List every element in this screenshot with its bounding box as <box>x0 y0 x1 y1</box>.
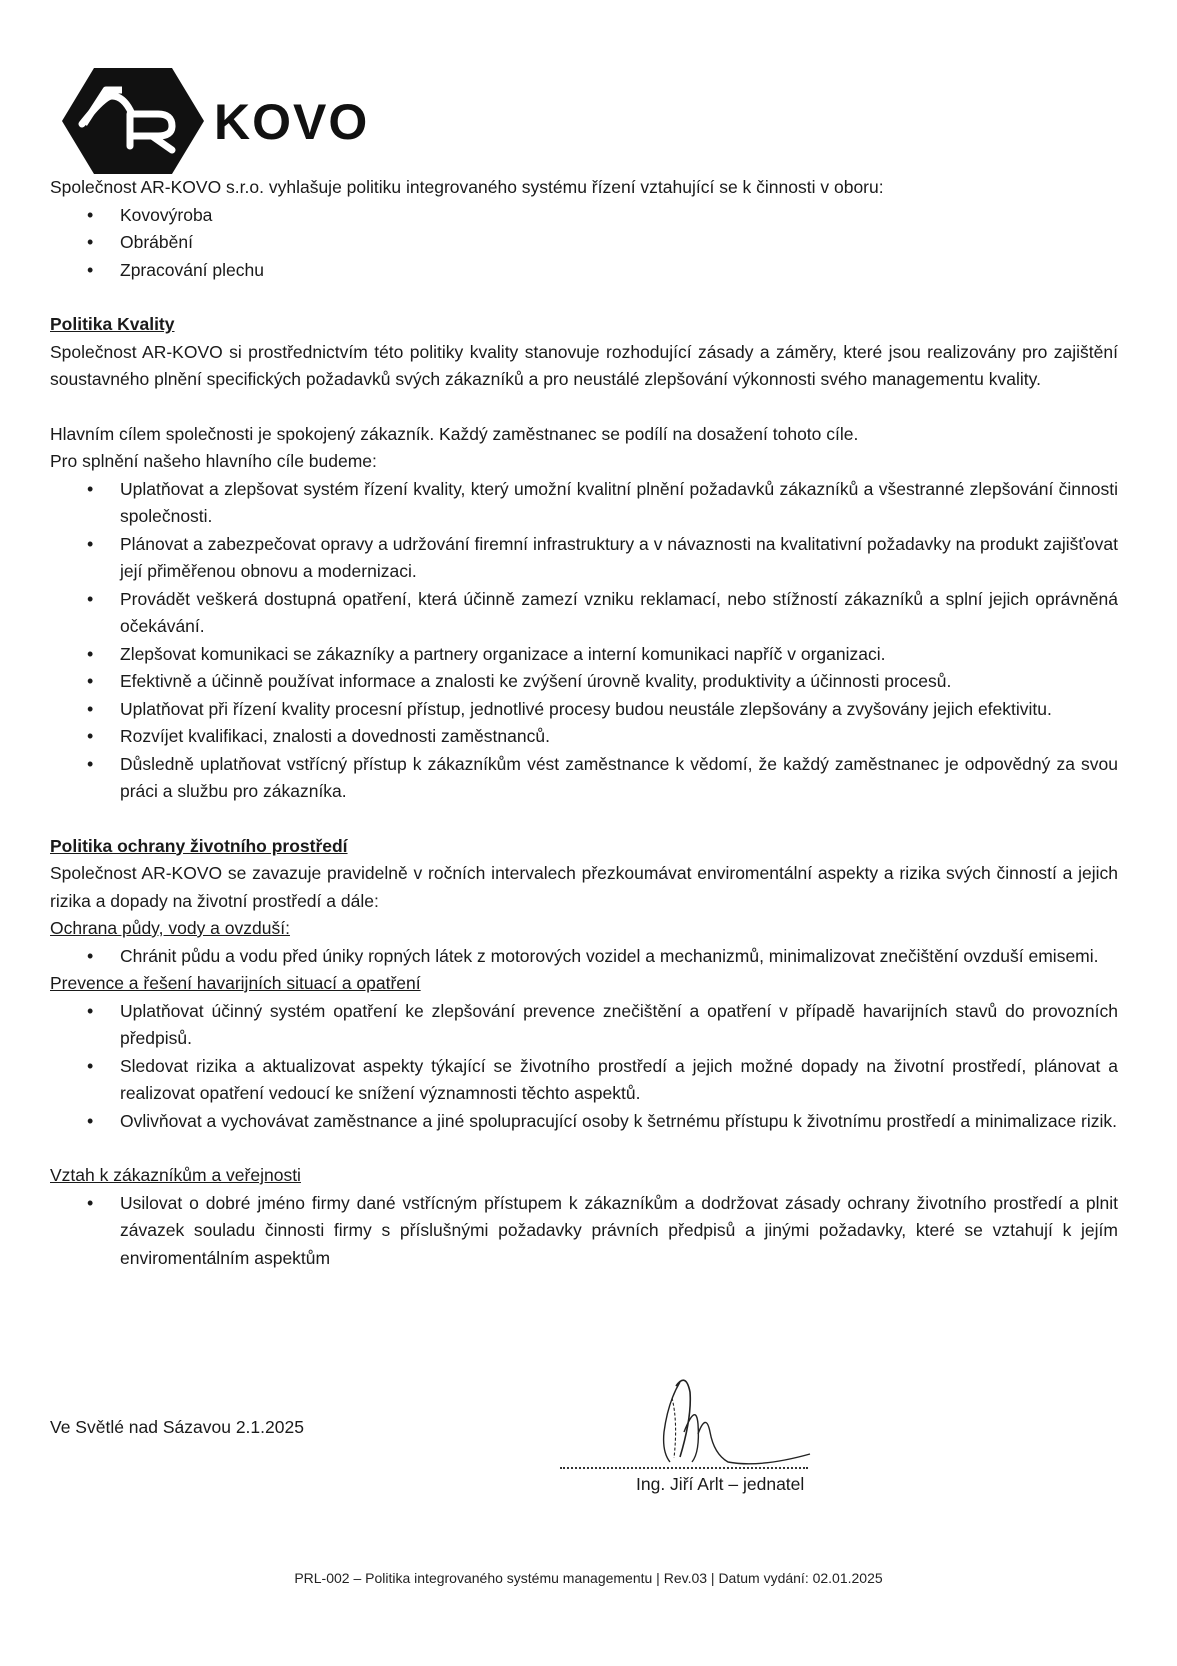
quality-goal-intro: Pro splnění našeho hlavního cíle budeme: <box>50 451 377 471</box>
document-body <box>50 174 1118 1272</box>
logo-wordmark: KOVO <box>214 94 370 150</box>
handwritten-signature <box>560 1362 870 1472</box>
list-item: • Plánovat a zabezpečovat opravy a udržování firemní infrastruktury a v návaznosti na kvalitativní požadavky na produkt zajišťovat její přiměřenou obnovu a modernizaci. <box>50 531 1118 586</box>
list-item: • Zpracování plechu <box>50 257 1118 285</box>
list-item: • Uplatňovat účinný systém opatření ke zlepšování prevence znečištění a opatření v případě havarijních stavů do provozních předpisů. <box>50 998 1118 1053</box>
environment-heading: Politika ochrany životního prostředí <box>50 835 348 856</box>
environment-subheading-prevention: Prevence a řešení havarijních situací a opatření <box>50 973 421 993</box>
list-item: • Zlepšovat komunikaci se zákazníky a partnery organizace a interní komunikaci napříč v organizaci. <box>50 641 1118 669</box>
place-date: Ve Světlé nad Sázavou 2.1.2025 <box>50 1417 304 1437</box>
list-item: • Rozvíjet kvalifikaci, znalosti a dovednosti zaměstnanců. <box>50 723 1118 751</box>
quality-heading: Politika Kvality <box>50 314 175 334</box>
quality-paragraph: Společnost AR-KOVO si prostřednictvím této politiky kvality stanovuje rozhodující zásady a záměry, které jsou realizovány pro zajištění soustavného plnění specifických požadavků svých zákazníků a pro neustálé zlepšování výkonnosti svého managementu kvality. <box>50 341 1118 389</box>
list-item: • Kovovýroba <box>50 202 1118 230</box>
quality-goal: Hlavním cílem společnosti je spokojený zákazník. Každý zaměstnanec se podílí na dosažení tohoto cíle. <box>50 423 859 444</box>
list-item: • Efektivně a účinně používat informace a znalosti ke zvýšení úrovně kvality, produktivity a účinnosti procesů. <box>50 668 1118 696</box>
list-item: • Provádět veškerá dostupná opatření, která účinně zamezí vzniku reklamací, nebo stížností zákazníků a splní jejich oprávněná očekávání. <box>50 586 1118 641</box>
relations-list <box>50 1190 1118 1273</box>
list-item: • Usilovat o dobré jméno firmy dané vstřícným přístupem k zákazníkům a dodržovat zásady ochrany životního prostředí a plnit závazek souladu činnosti firmy s příslušnými požadavky právních předpisů a jinými požadavky, které se vztahují k jejím enviromentálním aspektům <box>50 1190 1118 1273</box>
list-item: • Ovlivňovat a vychovávat zaměstnance a jiné spolupracující osoby k šetrnému přístupu k životnímu prostředí a minimalizace rizik. <box>50 1108 1118 1136</box>
list-item: • Uplatňovat při řízení kvality procesní přístup, jednotlivé procesy budou neustále zlepšovány a zvyšovány jejich efektivitu. <box>50 696 1118 724</box>
ar-kovo-logo-icon <box>62 66 402 176</box>
environment-subheading-soil: Ochrana půdy, vody a ovzduší: <box>50 918 290 938</box>
relations-heading: Vztah k zákazníkům a veřejnosti <box>50 1165 301 1185</box>
list-item: • Uplatňovat a zlepšovat systém řízení kvality, který umožní kvalitní plnění požadavků zákazníků a všestranné zlepšování činnosti společnosti. <box>50 476 1118 531</box>
quality-list <box>50 476 1118 806</box>
signature-line <box>560 1467 808 1469</box>
intro-text: Společnost AR-KOVO s.r.o. vyhlašuje politiku integrovaného systému řízení vztahující se k činnosti v oboru: <box>50 177 884 197</box>
list-item: • Chránit půdu a vodu před úniky ropných látek z motorových vozidel a mechanizmů, minimalizovat znečištění ovzduší emisemi. <box>50 943 1118 971</box>
intro-list <box>50 202 1118 285</box>
company-logo <box>62 66 402 176</box>
list-item: • Sledovat rizika a aktualizovat aspekty týkající se životního prostředí a jejich možné dopady na životní prostředí, plánovat a realizovat opatření vedoucí ke snížení významnosti těchto aspektů. <box>50 1053 1118 1108</box>
environment-soil-list <box>50 943 1118 971</box>
document-footer: PRL-002 – Politika integrovaného systému managementu | Rev.03 | Datum vydání: 02.01.2025 <box>294 1570 883 1586</box>
environment-paragraph: Společnost AR-KOVO se zavazuje pravidelně v ročních intervalech přezkoumávat enviromentální aspekty a rizika svých činností a jejich rizika a dopady na životní prostředí a dále: <box>50 863 1118 911</box>
environment-prevention-list <box>50 998 1118 1136</box>
list-item: • Obrábění <box>50 229 1118 257</box>
list-item: • Důsledně uplatňovat vstřícný přístup k zákazníkům vést zaměstnance k vědomí, že každý zaměstnanec je odpovědný za svou práci a službu pro zákazníka. <box>50 751 1118 806</box>
signatory-name: Ing. Jiří Arlt – jednatel <box>636 1474 805 1494</box>
